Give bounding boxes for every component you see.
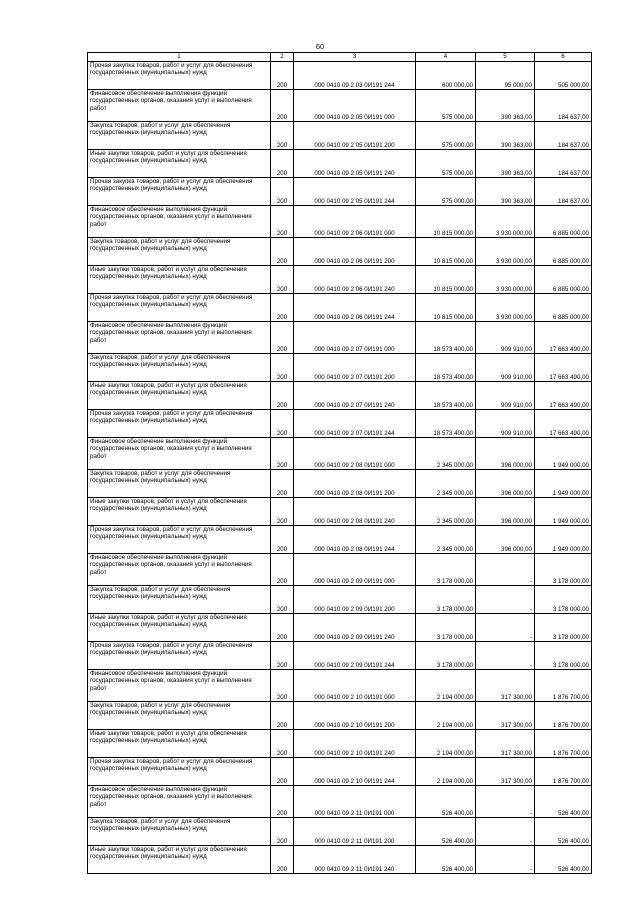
row-remaining-amount: 17 663 490,00	[535, 354, 592, 382]
row-code: 200	[271, 206, 294, 238]
row-plan-amount: 575 000,00	[416, 150, 476, 178]
table-row	[88, 410, 592, 438]
table-row	[88, 554, 592, 586]
row-executed-amount: -	[476, 818, 535, 846]
row-remaining-amount: 526 400,00	[535, 786, 592, 818]
row-code: 200	[271, 122, 294, 150]
table-row	[88, 90, 592, 122]
row-remaining-amount: 184 637,00	[535, 178, 592, 206]
row-kbk: 000 0410 09 2 06 0И191 000	[294, 206, 416, 238]
row-plan-amount: 526 400,00	[416, 786, 476, 818]
row-remaining-amount: 6 885 000,00	[535, 266, 592, 294]
row-code: 200	[271, 470, 294, 498]
row-name: Финансовое обеспечение выполнения функций государственных органов, оказания услуг и выполнения работ	[88, 206, 271, 238]
column-header: 6	[535, 53, 592, 62]
row-code: 200	[271, 786, 294, 818]
row-name: Иные закупки товаров, работ и услуг для обеспечения государственных (муниципальных) нужд	[88, 730, 271, 758]
row-plan-amount: 2 194 000,00	[416, 670, 476, 702]
row-remaining-amount: 1 876 700,00	[535, 758, 592, 786]
row-kbk: 000 0410 09 2 10 0И191 200	[294, 702, 416, 730]
row-kbk: 000 0410 09 2 09 0И191 000	[294, 554, 416, 586]
table-row	[88, 238, 592, 266]
row-code: 200	[271, 730, 294, 758]
row-plan-amount: 3 178 000,00	[416, 614, 476, 642]
row-executed-amount: 909 910,00	[476, 354, 535, 382]
table-row	[88, 846, 592, 874]
row-executed-amount: -	[476, 642, 535, 670]
row-executed-amount: 3 930 000,00	[476, 294, 535, 322]
row-plan-amount: 3 178 000,00	[416, 642, 476, 670]
table-row	[88, 322, 592, 354]
row-remaining-amount: 17 663 490,00	[535, 382, 592, 410]
table-row	[88, 702, 592, 730]
row-plan-amount: 18 573 400,00	[416, 354, 476, 382]
row-executed-amount: 3 930 000,00	[476, 266, 535, 294]
table-row	[88, 498, 592, 526]
row-kbk: 000 0410 09 2 08 0И191 200	[294, 470, 416, 498]
row-remaining-amount: 1 876 700,00	[535, 670, 592, 702]
row-executed-amount: 317 300,00	[476, 758, 535, 786]
row-plan-amount: 10 815 000,00	[416, 294, 476, 322]
row-executed-amount: 3 930 000,00	[476, 238, 535, 266]
page-number: 60	[315, 42, 325, 51]
row-kbk: 000 0410 09 2 11 0И191 240	[294, 846, 416, 874]
row-executed-amount: -	[476, 614, 535, 642]
row-name: Прочая закупка товаров, работ и услуг для обеспечения государственных (муниципальных) нужд	[88, 294, 271, 322]
row-name: Иные закупки товаров, работ и услуг для обеспечения государственных (муниципальных) нужд	[88, 266, 271, 294]
row-plan-amount: 526 400,00	[416, 846, 476, 874]
row-plan-amount: 2 345 000,00	[416, 526, 476, 554]
row-code: 200	[271, 526, 294, 554]
row-code: 200	[271, 238, 294, 266]
row-name: Финансовое обеспечение выполнения функций государственных органов, оказания услуг и выполнения работ	[88, 554, 271, 586]
row-plan-amount: 2 345 000,00	[416, 438, 476, 470]
row-code: 200	[271, 90, 294, 122]
row-name: Закупка товаров, работ и услуг для обеспечения государственных (муниципальных) нужд	[88, 818, 271, 846]
row-executed-amount: 390 363,00	[476, 90, 535, 122]
row-plan-amount: 2 194 000,00	[416, 730, 476, 758]
row-plan-amount: 10 815 000,00	[416, 238, 476, 266]
row-plan-amount: 2 345 000,00	[416, 498, 476, 526]
table-row	[88, 818, 592, 846]
row-remaining-amount: 17 663 490,00	[535, 322, 592, 354]
row-kbk: 000 0410 09 2 06 0И191 244	[294, 294, 416, 322]
row-plan-amount: 600 000,00	[416, 62, 476, 90]
row-plan-amount: 526 400,00	[416, 818, 476, 846]
row-executed-amount: 3 930 000,00	[476, 206, 535, 238]
row-kbk: 000 0410 09 2 07 0И191 000	[294, 322, 416, 354]
row-executed-amount: 396 000,00	[476, 470, 535, 498]
row-name: Финансовое обеспечение выполнения функций государственных органов, оказания услуг и выполнения работ	[88, 786, 271, 818]
row-executed-amount: -	[476, 786, 535, 818]
row-kbk: 000 0410 09 2 06 0И191 240	[294, 266, 416, 294]
row-code: 200	[271, 322, 294, 354]
row-plan-amount: 3 178 000,00	[416, 586, 476, 614]
row-code: 200	[271, 670, 294, 702]
table-row	[88, 266, 592, 294]
row-code: 200	[271, 846, 294, 874]
table-row	[88, 122, 592, 150]
row-name: Прочая закупка товаров, работ и услуг для обеспечения государственных (муниципальных) нужд	[88, 642, 271, 670]
table-row	[88, 438, 592, 470]
row-remaining-amount: 3 178 000,00	[535, 554, 592, 586]
row-kbk: 000 0410 09 2 10 0И191 000	[294, 670, 416, 702]
table-row	[88, 586, 592, 614]
row-kbk: 000 0410 09 2 07 0И191 244	[294, 410, 416, 438]
row-name: Иные закупки товаров, работ и услуг для обеспечения государственных (муниципальных) нужд	[88, 382, 271, 410]
row-executed-amount: 909 910,00	[476, 322, 535, 354]
column-header: 4	[416, 53, 476, 62]
row-name: Закупка товаров, работ и услуг для обеспечения государственных (муниципальных) нужд	[88, 238, 271, 266]
row-remaining-amount: 184 637,00	[535, 150, 592, 178]
row-name: Иные закупки товаров, работ и услуг для обеспечения государственных (муниципальных) нужд	[88, 846, 271, 874]
row-executed-amount: 909 910,00	[476, 382, 535, 410]
table-row	[88, 382, 592, 410]
row-plan-amount: 575 000,00	[416, 178, 476, 206]
row-executed-amount: 396 000,00	[476, 526, 535, 554]
header-row	[88, 53, 592, 62]
row-executed-amount: 317 300,00	[476, 670, 535, 702]
row-remaining-amount: 526 400,00	[535, 818, 592, 846]
row-name: Прочая закупка товаров, работ и услуг для обеспечения государственных (муниципальных) нужд	[88, 526, 271, 554]
table-row	[88, 62, 592, 90]
budget-table	[87, 52, 592, 874]
table-row	[88, 526, 592, 554]
row-code: 200	[271, 382, 294, 410]
row-remaining-amount: 184 637,00	[535, 90, 592, 122]
row-name: Прочая закупка товаров, работ и услуг для обеспечения государственных (муниципальных) нужд	[88, 62, 271, 90]
row-remaining-amount: 1 949 000,00	[535, 438, 592, 470]
column-header: 1	[88, 53, 271, 62]
table-row	[88, 178, 592, 206]
row-plan-amount: 3 178 000,00	[416, 554, 476, 586]
row-kbk: 000 0410 09 2 05 0И191 200	[294, 122, 416, 150]
row-remaining-amount: 6 885 000,00	[535, 206, 592, 238]
row-name: Закупка товаров, работ и услуг для обеспечения государственных (муниципальных) нужд	[88, 586, 271, 614]
row-executed-amount: 95 000,00	[476, 62, 535, 90]
row-kbk: 000 0410 09 2 08 0И191 000	[294, 438, 416, 470]
row-plan-amount: 10 815 000,00	[416, 266, 476, 294]
row-kbk: 000 0410 09 2 11 0И191 200	[294, 818, 416, 846]
row-code: 200	[271, 266, 294, 294]
row-name: Закупка товаров, работ и услуг для обеспечения государственных (муниципальных) нужд	[88, 122, 271, 150]
row-code: 200	[271, 818, 294, 846]
row-plan-amount: 18 573 400,00	[416, 322, 476, 354]
row-name: Прочая закупка товаров, работ и услуг для обеспечения государственных (муниципальных) нужд	[88, 410, 271, 438]
row-code: 200	[271, 642, 294, 670]
row-code: 200	[271, 294, 294, 322]
table-row	[88, 294, 592, 322]
table-row	[88, 470, 592, 498]
row-remaining-amount: 6 885 000,00	[535, 238, 592, 266]
row-remaining-amount: 17 663 490,00	[535, 410, 592, 438]
row-executed-amount: 396 000,00	[476, 498, 535, 526]
row-executed-amount: 390 363,00	[476, 122, 535, 150]
row-code: 200	[271, 150, 294, 178]
row-code: 200	[271, 498, 294, 526]
row-remaining-amount: 1 876 700,00	[535, 730, 592, 758]
row-name: Финансовое обеспечение выполнения функций государственных органов, оказания услуг и выполнения работ	[88, 438, 271, 470]
row-executed-amount: 317 300,00	[476, 730, 535, 758]
row-kbk: 000 0410 09 2 05 0И191 240	[294, 150, 416, 178]
table-row	[88, 670, 592, 702]
row-name: Иные закупки товаров, работ и услуг для обеспечения государственных (муниципальных) нужд	[88, 150, 271, 178]
row-name: Иные закупки товаров, работ и услуг для обеспечения государственных (муниципальных) нужд	[88, 498, 271, 526]
row-kbk: 000 0410 09 2 07 0И191 240	[294, 382, 416, 410]
table-row	[88, 206, 592, 238]
row-code: 200	[271, 702, 294, 730]
row-kbk: 000 0410 09 2 10 0И191 240	[294, 730, 416, 758]
row-remaining-amount: 6 885 000,00	[535, 294, 592, 322]
row-remaining-amount: 1 949 000,00	[535, 470, 592, 498]
row-code: 200	[271, 554, 294, 586]
row-kbk: 000 0410 09 2 08 0И191 240	[294, 498, 416, 526]
row-remaining-amount: 1 949 000,00	[535, 498, 592, 526]
row-name: Иные закупки товаров, работ и услуг для обеспечения государственных (муниципальных) нужд	[88, 614, 271, 642]
row-plan-amount: 18 573 400,00	[416, 410, 476, 438]
row-executed-amount: 317 300,00	[476, 702, 535, 730]
table-row	[88, 150, 592, 178]
row-plan-amount: 2 345 000,00	[416, 470, 476, 498]
row-plan-amount: 2 194 000,00	[416, 758, 476, 786]
table-row	[88, 786, 592, 818]
row-remaining-amount: 3 178 000,00	[535, 642, 592, 670]
row-plan-amount: 18 573 400,00	[416, 382, 476, 410]
row-kbk: 000 0410 09 2 05 0И191 244	[294, 178, 416, 206]
table-row	[88, 758, 592, 786]
row-kbk: 000 0410 09 2 11 0И191 000	[294, 786, 416, 818]
row-code: 200	[271, 354, 294, 382]
table-row	[88, 730, 592, 758]
row-plan-amount: 575 000,00	[416, 90, 476, 122]
row-code: 200	[271, 410, 294, 438]
table-row	[88, 642, 592, 670]
row-name: Финансовое обеспечение выполнения функций государственных органов, оказания услуг и выполнения работ	[88, 90, 271, 122]
row-code: 200	[271, 586, 294, 614]
row-executed-amount: 396 000,00	[476, 438, 535, 470]
row-remaining-amount: 505 000,00	[535, 62, 592, 90]
row-remaining-amount: 3 178 000,00	[535, 586, 592, 614]
row-name: Прочая закупка товаров, работ и услуг для обеспечения государственных (муниципальных) нужд	[88, 758, 271, 786]
row-kbk: 000 0410 09 2 07 0И191 200	[294, 354, 416, 382]
table-row	[88, 354, 592, 382]
row-name: Закупка товаров, работ и услуг для обеспечения государственных (муниципальных) нужд	[88, 354, 271, 382]
table-row	[88, 614, 592, 642]
row-name: Финансовое обеспечение выполнения функций государственных органов, оказания услуг и выполнения работ	[88, 670, 271, 702]
row-executed-amount: -	[476, 554, 535, 586]
row-executed-amount: 390 363,00	[476, 178, 535, 206]
row-remaining-amount: 3 178 000,00	[535, 614, 592, 642]
row-kbk: 000 0410 09 2 09 0И191 244	[294, 642, 416, 670]
row-kbk: 000 0410 09 2 03 0И191 244	[294, 62, 416, 90]
row-code: 200	[271, 178, 294, 206]
row-remaining-amount: 526 400,00	[535, 846, 592, 874]
row-code: 200	[271, 438, 294, 470]
row-plan-amount: 2 194 000,00	[416, 702, 476, 730]
row-name: Финансовое обеспечение выполнения функций государственных органов, оказания услуг и выполнения работ	[88, 322, 271, 354]
row-kbk: 000 0410 09 2 05 0И191 000	[294, 90, 416, 122]
row-name: Прочая закупка товаров, работ и услуг для обеспечения государственных (муниципальных) нужд	[88, 178, 271, 206]
row-remaining-amount: 1 949 000,00	[535, 526, 592, 554]
row-kbk: 000 0410 09 2 10 0И191 244	[294, 758, 416, 786]
column-header: 5	[476, 53, 535, 62]
row-remaining-amount: 184 637,00	[535, 122, 592, 150]
table-body	[88, 62, 592, 874]
row-plan-amount: 10 815 000,00	[416, 206, 476, 238]
column-header: 2	[271, 53, 294, 62]
row-remaining-amount: 1 876 700,00	[535, 702, 592, 730]
row-kbk: 000 0410 09 2 09 0И191 240	[294, 614, 416, 642]
row-code: 200	[271, 614, 294, 642]
row-plan-amount: 575 000,00	[416, 122, 476, 150]
column-header: 3	[294, 53, 416, 62]
row-executed-amount: -	[476, 586, 535, 614]
row-kbk: 000 0410 09 2 06 0И191 200	[294, 238, 416, 266]
row-kbk: 000 0410 09 2 08 0И191 244	[294, 526, 416, 554]
row-executed-amount: 909 910,00	[476, 410, 535, 438]
row-kbk: 000 0410 09 2 09 0И191 200	[294, 586, 416, 614]
row-code: 200	[271, 758, 294, 786]
row-executed-amount: 390 363,00	[476, 150, 535, 178]
row-executed-amount: -	[476, 846, 535, 874]
row-code: 200	[271, 62, 294, 90]
row-name: Закупка товаров, работ и услуг для обеспечения государственных (муниципальных) нужд	[88, 702, 271, 730]
row-name: Закупка товаров, работ и услуг для обеспечения государственных (муниципальных) нужд	[88, 470, 271, 498]
